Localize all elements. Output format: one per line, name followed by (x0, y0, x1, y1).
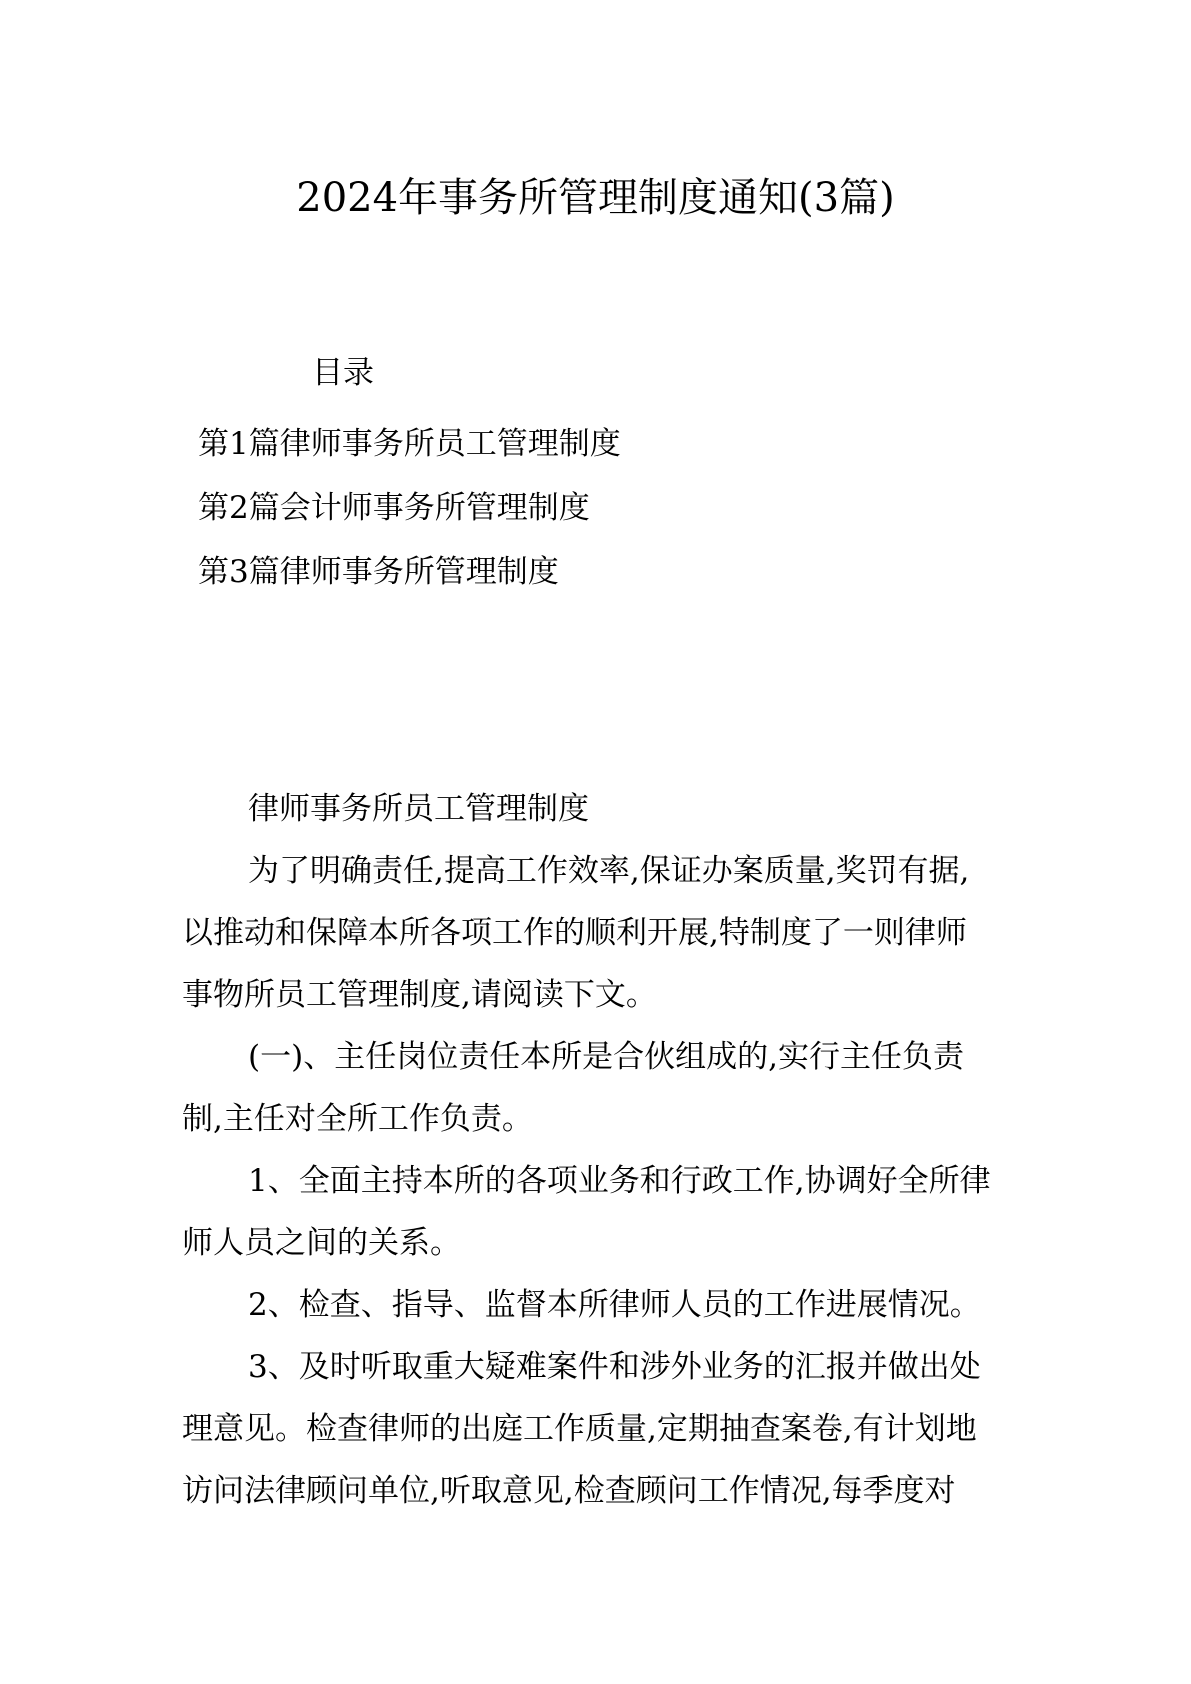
table-of-contents (198, 412, 621, 604)
section-title: 律师事务所员工管理制度 (248, 791, 589, 827)
toc-item: 第1篇律师事务所员工管理制度 (198, 426, 621, 462)
body-text-line: 师人员之间的关系。 (182, 1225, 461, 1261)
body-text-line: 3、及时听取重大疑难案件和涉外业务的汇报并做出处 (248, 1349, 981, 1385)
body-text-line: 访问法律顾问单位,听取意见,检查顾问工作情况,每季度对 (182, 1473, 956, 1509)
document-title: 2024年事务所管理制度通知(3篇) (296, 175, 895, 221)
body-text-line: 制,主任对全所工作负责。 (182, 1101, 533, 1137)
body-text-line: 理意见。检查律师的出庭工作质量,定期抽查案卷,有计划地 (182, 1411, 977, 1447)
body-text-line: 事物所员工管理制度,请阅读下文。 (182, 977, 657, 1013)
toc-item: 第2篇会计师事务所管理制度 (198, 490, 590, 526)
body-text-line: (一)、主任岗位责任本所是合伙组成的,实行主任负责 (248, 1039, 965, 1075)
body-text-line: 1、全面主持本所的各项业务和行政工作,协调好全所律 (248, 1163, 991, 1199)
body-text-line: 为了明确责任,提高工作效率,保证办案质量,奖罚有据, (248, 853, 970, 889)
toc-item: 第3篇律师事务所管理制度 (198, 554, 559, 590)
toc-heading: 目录 (312, 355, 374, 391)
body-text-line: 以推动和保障本所各项工作的顺利开展,特制度了一则律师 (182, 915, 967, 951)
body-text-line: 2、检查、指导、监督本所律师人员的工作进展情况。 (248, 1287, 981, 1323)
